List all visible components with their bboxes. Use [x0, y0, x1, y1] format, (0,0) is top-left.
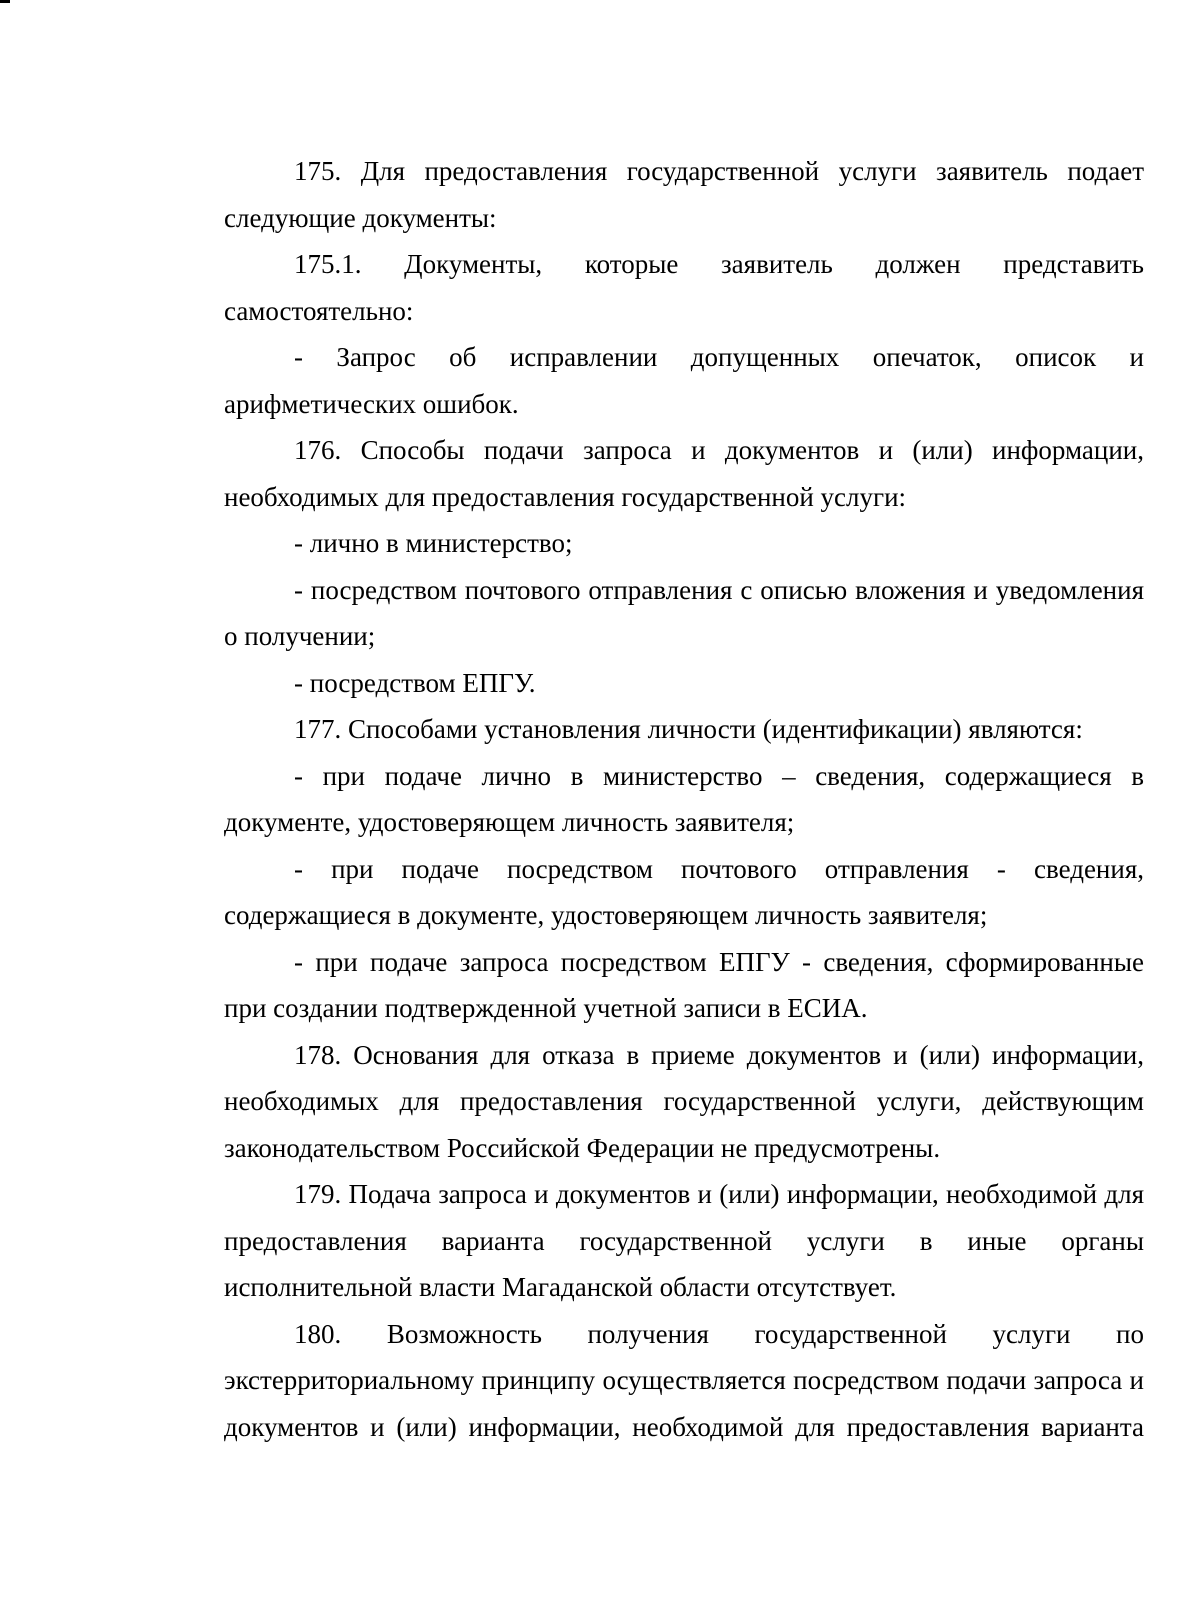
list-item-in-person: - лично в министерство; — [294, 528, 573, 558]
paragraph-179: 179. Подача запроса и документов и (или) информации, необходимой для предоставления варианта государственной услуги в иные органы исполнительной власти Магаданской области отсутствует. — [224, 1179, 1144, 1302]
document-page — [224, 148, 1144, 1450]
paragraph-175-1: 175.1. Документы, которые заявитель должен представить самостоятельно: — [224, 249, 1144, 326]
list-item-identification-epgu: - при подаче запроса посредством ЕПГУ - сведения, сформированные при создании подтвержденной учетной записи в ЕСИА. — [224, 946, 1144, 1023]
list-item-identification-by-post: - при подаче посредством почтового отправления - сведения, содержащиеся в документе, удостоверяющем личность заявителя; — [224, 853, 1144, 930]
scan-corner-mark — [0, 0, 10, 3]
paragraph-178: 178. Основания для отказа в приеме документов и (или) информации, необходимых для предоставления государственной услуги, действующим законодательством Российской Федерации не предусмотрены. — [224, 1039, 1144, 1163]
list-item-epgu: - посредством ЕПГУ. — [294, 667, 536, 698]
paragraph-180: 180. Возможность получения государственной услуги по экстерриториальному принципу осуществляется посредством подачи запроса и документов и (или) информации, необходимой для предоставления варианта — [224, 1318, 1144, 1442]
list-item-by-post: - посредством почтового отправления с описью вложения и уведомления о получении; — [224, 574, 1144, 651]
paragraph-177: 177. Способами установления личности (идентификации) являются: — [294, 714, 1083, 744]
paragraph-176: 176. Способы подачи запроса и документов и (или) информации, необходимых для предоставления государственной услуги: — [224, 435, 1144, 512]
paragraph-175: 175. Для предоставления государственной услуги заявитель подает следующие документы: — [224, 156, 1144, 233]
list-item-identification-in-person: - при подаче лично в министерство – сведения, содержащиеся в документе, удостоверяющем личность заявителя; — [224, 760, 1144, 837]
list-item-request-correction: - Запрос об исправлении допущенных опечаток, описок и арифметических ошибок. — [224, 342, 1144, 419]
